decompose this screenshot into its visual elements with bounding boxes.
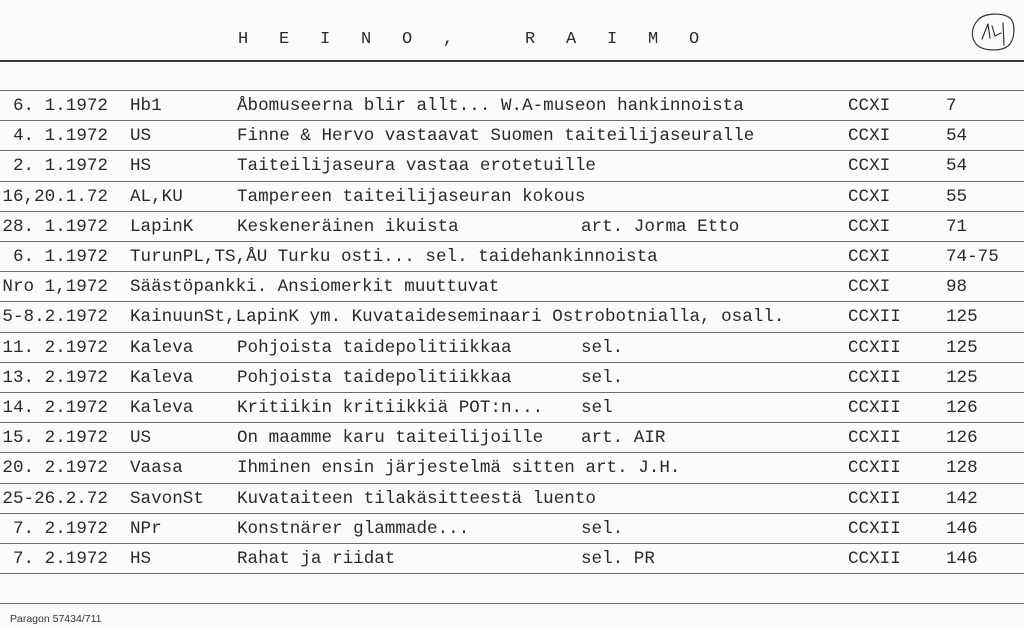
row-source: LapinK [130, 216, 194, 237]
table-row [0, 212, 1024, 242]
row-page: 125 [946, 307, 978, 328]
row-page: 142 [946, 488, 978, 509]
row-source: US [130, 126, 152, 147]
row-volume: CCXI [848, 277, 891, 298]
row-page: 146 [946, 549, 978, 569]
row-source: TurunPL,TS,ÅU [130, 247, 268, 267]
row-note: sel. [581, 337, 624, 358]
row-title: Åbomuseerna blir allt... W.A-museon hankinnoista [237, 96, 744, 116]
row-date: 4. 1.1972 [12, 126, 108, 147]
row-source: HS [130, 156, 152, 177]
table-row [0, 91, 1024, 121]
row-volume: CCXI [848, 96, 891, 116]
row-source: Hb1 [130, 96, 162, 116]
table-row [0, 302, 1024, 332]
row-title: Turku osti... sel. taidehankinnoista [277, 247, 658, 267]
row-volume: CCXII [848, 488, 901, 509]
row-source: AL,KU [130, 186, 183, 207]
row-volume: CCXI [848, 126, 891, 147]
card-title: H E I N O , R A I M O [238, 30, 710, 49]
row-source: US [130, 428, 152, 449]
row-page: 74-75 [946, 247, 999, 267]
row-date: 28. 1.1972 [2, 216, 108, 237]
row-date: 5-8.2.1972 [2, 307, 108, 328]
table-row [0, 242, 1024, 272]
row-title: Konstnärer glammade... [237, 518, 470, 539]
row-volume: CCXII [848, 428, 901, 449]
table-row [0, 151, 1024, 181]
row-title: Taiteilijaseura vastaa erotetuille [237, 156, 596, 177]
row-volume: CCXII [848, 398, 901, 418]
row-volume: CCXII [848, 307, 901, 328]
row-divider [0, 573, 1024, 574]
table-row [0, 514, 1024, 544]
row-volume: CCXII [848, 549, 901, 569]
row-page: 128 [946, 458, 978, 479]
row-volume: CCXI [848, 156, 891, 177]
row-source: SavonSt [130, 488, 204, 509]
row-source: Kaleva [130, 367, 194, 388]
row-page: 126 [946, 398, 978, 418]
table-row [0, 544, 1024, 574]
row-title: Rahat ja riidat [237, 549, 396, 569]
row-title: Kritiikin kritiikkiä POT:n... [237, 398, 544, 418]
row-source: Kaleva [130, 398, 194, 418]
row-title: Pohjoista taidepolitiikkaa [237, 367, 512, 388]
row-date: 7. 2.1972 [12, 549, 108, 569]
row-volume: CCXII [848, 367, 901, 388]
row-page: 146 [946, 518, 978, 539]
row-title: Kuvataiteen tilakäsitteestä luento [237, 488, 596, 509]
table-row [0, 182, 1024, 212]
row-title: Ihminen ensin järjestelmä sitten art. J.H. [237, 458, 681, 479]
row-date: 7. 2.1972 [12, 518, 108, 539]
row-source: KainuunSt,LapinK ym. [130, 307, 342, 328]
row-page: 54 [946, 126, 968, 147]
row-title: On maamme karu taiteilijoille [237, 428, 544, 449]
row-note: art. Jorma Etto [581, 216, 740, 237]
row-title: Tampereen taiteilijaseuran kokous [237, 186, 586, 207]
table-row [0, 121, 1024, 151]
row-title: Ansiomerkit muuttuvat [277, 277, 500, 298]
row-source: Kaleva [130, 337, 194, 358]
row-date: 20. 2.1972 [2, 458, 108, 479]
row-date: 6. 1.1972 [12, 96, 108, 116]
header-divider [0, 60, 1024, 62]
table-row [0, 333, 1024, 363]
table-row [0, 363, 1024, 393]
row-date: Nro 1,1972 [2, 277, 108, 298]
table-row [0, 484, 1024, 514]
row-source: Säästöpankki. [130, 277, 268, 298]
row-note: art. AIR [581, 428, 666, 449]
row-note: sel. [581, 518, 624, 539]
row-volume: CCXII [848, 518, 901, 539]
row-date: 15. 2.1972 [2, 428, 108, 449]
row-title: Finne & Hervo vastaavat Suomen taiteilijaseuralle [237, 126, 755, 147]
printer-mark: Paragon 57434/711 [10, 613, 102, 625]
row-note: sel. PR [581, 549, 655, 569]
row-date: 16,20.1.72 [2, 186, 108, 207]
table-row [0, 393, 1024, 423]
row-page: 7 [946, 96, 957, 116]
row-page: 125 [946, 337, 978, 358]
table-row [0, 453, 1024, 483]
row-date: 2. 1.1972 [12, 156, 108, 177]
row-page: 126 [946, 428, 978, 449]
row-page: 98 [946, 277, 968, 298]
row-date: 11. 2.1972 [2, 337, 108, 358]
row-page: 54 [946, 156, 968, 177]
row-date: 6. 1.1972 [12, 247, 108, 267]
table-row [0, 423, 1024, 453]
row-page: 125 [946, 367, 978, 388]
row-source: Vaasa [130, 458, 183, 479]
row-volume: CCXI [848, 247, 891, 267]
row-title: Pohjoista taidepolitiikkaa [237, 337, 512, 358]
row-note: sel. [581, 367, 624, 388]
row-note: sel [581, 398, 613, 418]
table-row [0, 272, 1024, 302]
row-volume: CCXII [848, 337, 901, 358]
row-title: Keskeneräinen ikuista [237, 216, 459, 237]
row-source: NPr [130, 518, 162, 539]
footer-divider [0, 603, 1024, 604]
row-page: 71 [946, 216, 968, 237]
row-date: 13. 2.1972 [2, 367, 108, 388]
row-date: 25-26.2.72 [2, 488, 108, 509]
card-number-stamp-icon [970, 12, 1016, 52]
row-volume: CCXI [848, 186, 891, 207]
row-page: 55 [946, 186, 968, 207]
row-volume: CCXII [848, 458, 901, 479]
row-title: Kuvataideseminaari Ostrobotnialla, osall. [351, 307, 785, 328]
row-source: HS [130, 549, 152, 569]
row-volume: CCXI [848, 216, 891, 237]
row-date: 14. 2.1972 [2, 398, 108, 418]
